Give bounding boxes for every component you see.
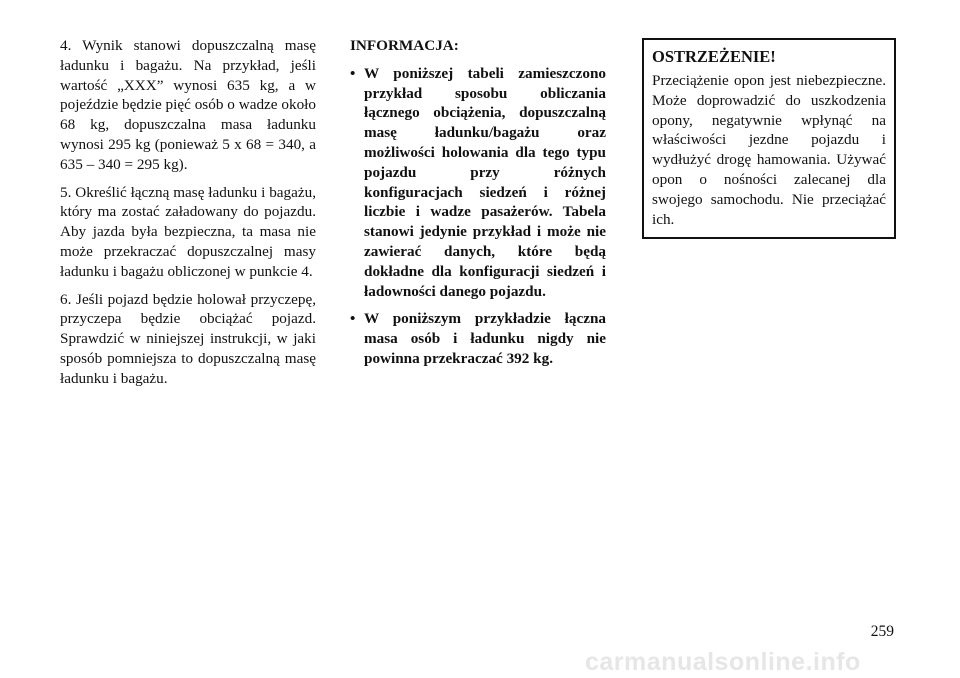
- bullet-icon: •: [350, 64, 356, 82]
- bullet-icon: •: [350, 310, 356, 328]
- watermark-logo: carmanualsonline.info: [585, 648, 861, 676]
- bullet-text: W poniższej tabeli zamieszczono przykład sposobu obliczania łącznego obciążenia, dopuszczalną masę ładunku/bagażu oraz możliwości holowania dla tego typu pojazdu przy różnych konfiguracjach siedzeń i różnej liczbie i wadze pasażerów. Tabela stanowi jedynie przykład i może nie zawierać danych, które będą dokładne dla konfiguracji siedzeń i ładowności danego pojazdu.: [364, 64, 606, 300]
- right-column: [642, 38, 896, 239]
- info-heading: INFORMACJA:: [350, 37, 459, 54]
- warning-title: OSTRZEŻENIE!: [652, 47, 776, 66]
- warning-box: [642, 38, 896, 239]
- info-bullet-item: [350, 64, 606, 302]
- page-number: 259: [870, 623, 894, 640]
- step-6-paragraph: 6. Jeśli pojazd będzie holował przyczepę, przyczepa będzie obciążać pojazd. Sprawdzić w niniejszej instrukcji, w jaki sposób pomniejsza to dopuszczalną masę ładunku i bagażu.: [60, 290, 316, 387]
- info-bullet-list: [350, 64, 606, 369]
- bullet-text: W poniższym przykładzie łączna masa osób i ładunku nigdy nie powinna przekraczać 392 kg.: [364, 310, 606, 367]
- step-4-paragraph: 4. Wynik stanowi dopuszczalną masę ładunku i bagażu. Na przykład, jeśli wartość „XXX” wynosi 635 kg, a w pojeździe będzie pięć osób o wadze około 68 kg, dopuszczalna masa ładunku wynosi 295 kg (ponieważ 5 x 68 = 340, a 635 – 340 = 295 kg).: [60, 37, 316, 173]
- step-5-paragraph: 5. Określić łączną masę ładunku i bagażu, który ma zostać załadowany do pojazdu. Aby jazda była bezpieczna, ta masa nie może przekraczać dopuszczalnej masy ładunku i bagażu obliczonej w punkcie 4.: [60, 183, 316, 280]
- left-column: [60, 36, 316, 397]
- middle-column: [350, 36, 606, 377]
- info-bullet-item: [350, 309, 606, 368]
- warning-text: Przeciążenie opon jest niebezpieczne. Może doprowadzić do uszkodzenia opony, negatywnie wpłynąć na właściwości jezdne pojazdu i wydłużyć drogę hamowania. Używać opon o nośności zalecanej dla swojego samochodu. Nie przeciążać ich.: [652, 72, 886, 228]
